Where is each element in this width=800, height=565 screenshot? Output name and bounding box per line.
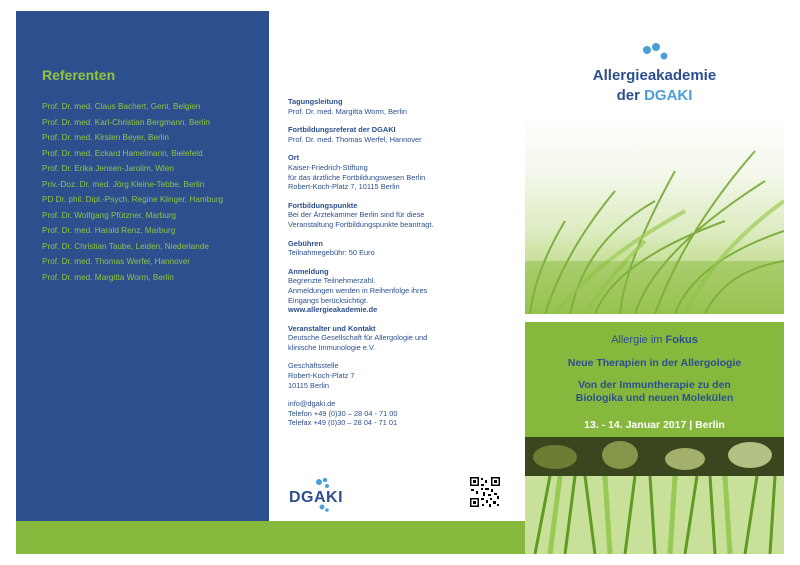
info-panel xyxy=(269,11,525,554)
anmeldung-heading: Anmeldung xyxy=(288,266,329,276)
ort-heading: Ort xyxy=(288,153,300,163)
veranstalter-block xyxy=(288,324,518,353)
speaker-item: Prof. Dr. Erika Jensen-Jarolim, Wien xyxy=(42,164,174,173)
event-subtitle xyxy=(525,379,784,405)
fortbildungsreferat-block xyxy=(288,125,518,144)
speakers-list xyxy=(42,99,223,285)
title-box xyxy=(525,322,784,437)
focus-prefix: Allergie im xyxy=(611,334,663,346)
tagungsleitung-line: Prof. Dr. med. Margitta Worm, Berlin xyxy=(288,106,407,116)
speaker-item: Prof. Dr. med. Margitta Worm, Berlin xyxy=(42,272,174,282)
academy-logo-brand: DGAKI xyxy=(644,87,693,104)
dgaki-logo xyxy=(289,477,355,513)
academy-logo-prefix: der xyxy=(616,87,640,104)
speaker-item: Prof. Dr. med. Eckard Hamelmann, Bielefeld xyxy=(42,148,203,158)
anmeldung-line: Begrenzte Teilnehmerzahl. xyxy=(288,276,376,286)
geschaeftsstelle-line: Geschäftsstelle xyxy=(288,361,339,371)
logo-dots-icon xyxy=(635,41,675,63)
dgaki-logo-text: DGAKI xyxy=(289,489,344,506)
tagungsleitung-block xyxy=(288,97,518,116)
speaker-item: Prof. Dr. med. Harald Renz, Marburg xyxy=(42,226,176,235)
tagungsleitung-heading: Tagungsleitung xyxy=(288,97,343,106)
gebuehren-heading: Gebühren xyxy=(288,238,323,248)
speaker-item: Prof. Dr. med. Karl-Christian Bergmann, Berlin xyxy=(42,117,210,127)
fortbildungsreferat-line: Prof. Dr. med. Thomas Werfel, Hannover xyxy=(288,134,422,144)
focus-label xyxy=(525,334,784,346)
academy-logo-line2 xyxy=(525,87,784,104)
event-subtitle-line2: Biologika und neuen Molekülen xyxy=(575,392,734,404)
anmeldung-line: Eingangs berücksichtigt. xyxy=(288,295,369,305)
green-footer-strip xyxy=(16,521,269,554)
speaker-item: Prof. Dr. Wolfgang Pfützner, Marburg xyxy=(42,210,177,220)
event-subtitle-line1: Von der Immuntherapie zu den xyxy=(578,379,731,391)
speaker-item: PD Dr. phil. Dipl.-Psych. Regine Klinger, Hamburg xyxy=(42,195,224,204)
geschaeftsstelle-block xyxy=(288,361,518,390)
event-title: Neue Therapien in der Allergologie xyxy=(567,357,742,369)
fortbildungspunkte-line: Bei der Ärztekammer Berlin sind für diese xyxy=(288,210,425,220)
grass-photo xyxy=(525,111,784,314)
anmeldung-line: Anmeldungen werden in Reihenfolge ihres xyxy=(288,285,428,295)
veranstalter-line: Deutsche Gesellschaft für Allergologie und xyxy=(288,333,428,343)
fax-line: Telefax +49 (0)30 – 28 04 - 71 01 xyxy=(288,418,398,428)
speaker-item: Prof. Dr. med. Thomas Werfel, Hannover xyxy=(42,257,191,266)
gebuehren-block xyxy=(288,239,518,258)
ort-line: Robert-Koch-Platz 7, 10115 Berlin xyxy=(288,182,400,192)
speaker-item: Priv.-Doz. Dr. med. Jörg Kleine-Tebbe, Berlin xyxy=(42,179,205,189)
speakers-panel xyxy=(16,11,269,554)
focus-word: Fokus xyxy=(665,334,698,346)
academy-logo-line1: Allergieakademie xyxy=(592,67,717,84)
geschaeftsstelle-line: Robert-Koch-Platz 7 xyxy=(288,371,355,381)
geschaeftsstelle-line: 10115 Berlin xyxy=(288,380,329,390)
anmeldung-block xyxy=(288,267,518,315)
ort-block xyxy=(288,153,518,191)
phone-line: Telefon +49 (0)30 – 28 04 - 71 00 xyxy=(288,408,398,418)
fortbildungsreferat-heading: Fortbildungsreferat der DGAKI xyxy=(288,125,396,135)
kontakt-block xyxy=(288,399,518,428)
fortbildungspunkte-line: Veranstaltung Fortbildungspunkte beantragt. xyxy=(288,219,434,229)
pollen-photo xyxy=(525,437,784,476)
speaker-item: Prof. Dr. med. Kirsten Beyer, Berlin xyxy=(42,133,169,142)
speaker-item: Prof. Dr. Christian Taube, Leiden, Niederlande xyxy=(42,241,209,251)
veranstalter-heading: Veranstalter und Kontakt xyxy=(288,323,376,333)
cover-panel xyxy=(525,11,784,554)
veranstalter-line: klinische Immunologie e.V. xyxy=(288,342,376,352)
website-link[interactable]: www.allergieakademie.de xyxy=(288,305,378,315)
ort-line: Kaiser-Friedrich-Stiftung xyxy=(288,162,368,172)
grass-photo-bottom xyxy=(525,476,784,554)
fortbildungspunkte-heading: Fortbildungspunkte xyxy=(288,200,358,210)
gebuehren-line: Teilnahmegebühr: 50 Euro xyxy=(288,248,375,258)
event-info xyxy=(288,97,518,437)
email-link[interactable]: info@dgaki.de xyxy=(288,399,336,409)
speaker-item: Prof. Dr. med. Claus Bachert, Gent, Belgien xyxy=(42,102,201,111)
event-date: 13. - 14. Januar 2017 | Berlin xyxy=(584,419,725,431)
qr-code xyxy=(469,476,501,508)
fortbildungspunkte-block xyxy=(288,201,518,230)
ort-line: für das ärztliche Fortbildungswesen Berlin xyxy=(288,172,426,182)
green-footer-strip xyxy=(269,521,525,554)
speakers-heading: Referenten xyxy=(42,67,116,83)
